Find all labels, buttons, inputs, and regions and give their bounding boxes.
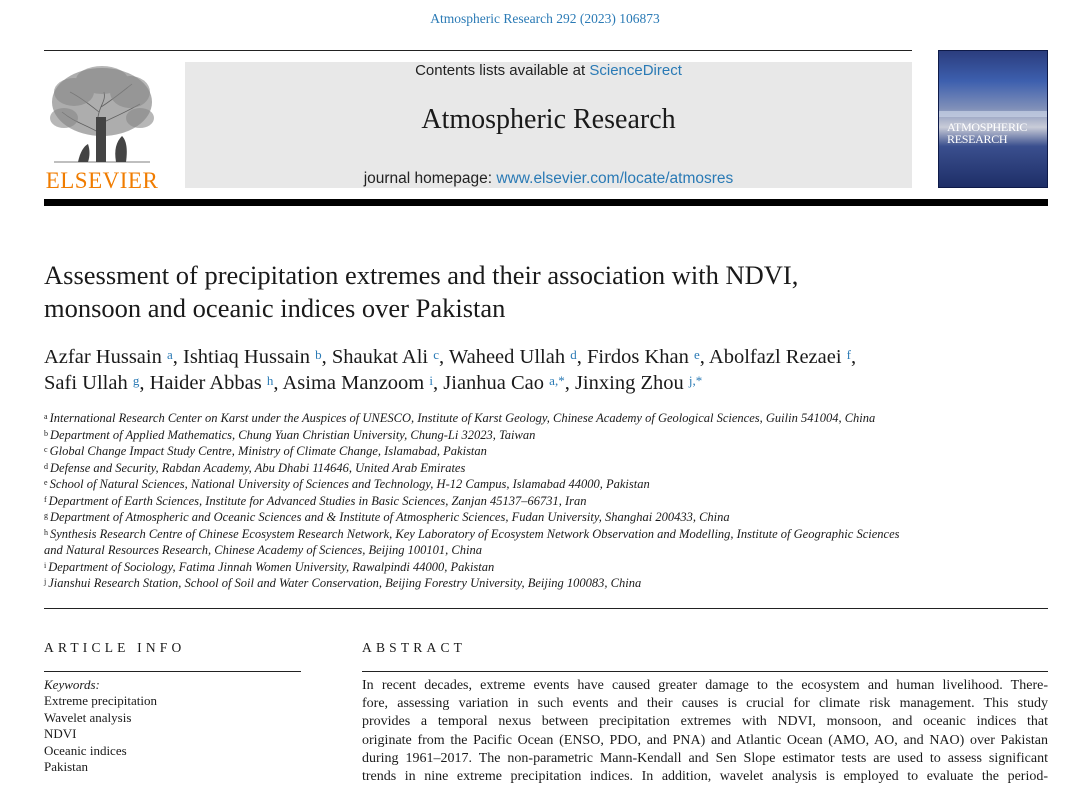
affiliation-text: School of Natural Sciences, National University of Sciences and Technology, H-12 Campus, Islamabad 44000, Pakistan: [49, 477, 650, 491]
keywords-list: [44, 693, 157, 776]
affiliation-item: [44, 493, 944, 510]
abstract-line: trends in nine extreme precipitation indices. In addition, wavelet analysis is employed to evaluate the period-: [362, 769, 1048, 785]
author-affiliation-marker[interactable]: a: [166, 347, 173, 362]
cover-cloud-band: [939, 111, 1048, 117]
affiliation-item: [44, 427, 944, 444]
author-separator: ,: [433, 372, 444, 394]
keyword-item: Wavelet analysis: [44, 709, 132, 725]
author-affiliation-marker[interactable]: j,*: [688, 373, 703, 388]
affiliation-text: Department of Atmospheric and Oceanic Sciences and & Institute of Atmospheric Sciences, Fudan University, Shanghai 200433, China: [50, 510, 730, 524]
affiliation-item: [44, 509, 944, 526]
affiliation-key: i: [44, 560, 47, 570]
abstract-line: originate from the Pacific Ocean (ENSO, PDO, and PNA) and Atlantic Ocean (AMO, AO, and NAO) over Pakistan: [362, 732, 1048, 748]
author-separator: ,: [576, 346, 587, 368]
affiliation-item: [44, 526, 944, 543]
author-name[interactable]: Ishtiaq Hussain: [183, 346, 310, 368]
author-name[interactable]: Shaukat Ali: [331, 346, 429, 368]
contents-prefix: Contents lists available at: [415, 62, 590, 79]
affiliation-key: c: [44, 445, 48, 454]
title-line-2: monsoon and oceanic indices over Pakistan: [44, 293, 506, 323]
author-name[interactable]: Jinxing Zhou: [574, 372, 684, 394]
affiliation-text: Global Change Impact Study Centre, Ministry of Climate Change, Islamabad, Pakistan: [49, 444, 487, 458]
author-affiliation-marker[interactable]: h: [266, 373, 274, 388]
affiliation-item: [44, 460, 944, 477]
affiliation-text: Jianshui Research Station, School of Soil and Water Conservation, Beijing Forestry University, Beijing 100083, China: [48, 576, 642, 590]
affiliation-key: h: [44, 527, 48, 537]
affiliation-text: International Research Center on Karst under the Auspices of UNESCO, Institute of Karst Geology, Chinese Academy of Geological Sciences, Guilin 541004, China: [49, 411, 876, 425]
homepage-link[interactable]: www.elsevier.com/locate/atmosres: [496, 170, 734, 187]
abstract-line: In recent decades, extreme events have caused greater damage to the ecosystem and human livelihood. There-: [362, 678, 1048, 693]
cover-title: [947, 121, 1047, 145]
affiliation-item: [44, 476, 944, 493]
author-name[interactable]: Asima Manzoom: [282, 372, 425, 394]
keyword-item: Extreme precipitation: [44, 693, 157, 708]
affiliation-key: e: [44, 478, 48, 487]
abstract-heading: ABSTRACT: [362, 640, 467, 655]
author-name[interactable]: Abolfazl Rezaei: [708, 346, 842, 368]
affiliation-key: j: [44, 577, 47, 586]
author-affiliation-marker[interactable]: f: [846, 347, 851, 362]
author-name[interactable]: Jianhua Cao: [443, 372, 545, 394]
affiliation-key: a: [44, 412, 48, 421]
author-name[interactable]: Azfar Hussain: [44, 346, 162, 368]
author-separator: ,: [699, 346, 709, 368]
article-title: [44, 259, 1048, 325]
affiliation-text: Defense and Security, Rabdan Academy, Abu Dhabi 114646, United Arab Emirates: [50, 460, 466, 475]
author-affiliation-marker[interactable]: c: [433, 347, 439, 362]
header-thick-rule: [44, 199, 1048, 206]
abstract-body: [362, 677, 1048, 786]
affiliation-item: [44, 410, 944, 427]
keyword-item: Oceanic indices: [44, 742, 127, 758]
author-separator: ,: [321, 346, 332, 368]
author-separator: ,: [439, 346, 449, 368]
author-affiliation-marker[interactable]: a,*: [549, 373, 565, 388]
affiliation-item: [44, 443, 944, 460]
author-affiliation-marker[interactable]: g: [132, 373, 140, 388]
affiliation-text: Department of Sociology, Fatima Jinnah Women University, Rawalpindi 44000, Pakistan: [48, 559, 495, 574]
journal-homepage: [185, 170, 912, 188]
article-info-heading: ARTICLE INFO: [44, 640, 186, 655]
abstract-line: fore, assessing variation in such events and their causes is crucial for climate risk management. This study: [362, 696, 1048, 712]
author-name[interactable]: Safi Ullah: [44, 372, 128, 394]
author-affiliation-marker[interactable]: i: [429, 373, 434, 388]
journal-cover-image[interactable]: [938, 50, 1048, 188]
affiliation-continuation: and Natural Resources Research, Chinese Academy of Sciences, Beijing 100101, China: [44, 543, 482, 557]
author-name[interactable]: Haider Abbas: [149, 372, 262, 394]
journal-citation[interactable]: Atmospheric Research 292 (2023) 106873: [430, 11, 660, 26]
affiliation-text: Synthesis Research Centre of Chinese Ecosystem Research Network, Key Laboratory of Ecosystem Network Observation and Modelling, Institute of Geographic Sciences: [50, 526, 900, 541]
author-affiliation-marker[interactable]: e: [694, 347, 700, 362]
affiliation-item: [44, 559, 944, 576]
author-separator: ,: [851, 346, 857, 368]
contents-availability: [185, 62, 912, 79]
title-line-1: Assessment of precipitation extremes and their association with NDVI,: [44, 260, 799, 290]
abstract-rule: [362, 671, 1048, 672]
keyword-item: NDVI: [44, 726, 77, 741]
keyword-item: Pakistan: [44, 759, 89, 774]
cover-title-line1: ATMOSPHERIC: [947, 120, 1028, 134]
article-info-rule: [44, 671, 301, 672]
author-name[interactable]: Waheed Ullah: [448, 346, 566, 368]
author-list: [44, 344, 1048, 396]
affiliation-key: g: [44, 511, 48, 520]
section-rule: [44, 608, 1048, 609]
journal-name: Atmospheric Research: [421, 104, 676, 135]
elsevier-wordmark[interactable]: ELSEVIER: [45, 168, 159, 193]
author-separator: ,: [564, 372, 575, 394]
author-name[interactable]: Firdos Khan: [586, 346, 689, 368]
author-separator: ,: [172, 346, 183, 368]
author-separator: ,: [273, 372, 283, 394]
author-separator: ,: [139, 372, 150, 394]
abstract-line: provides a temporal nexus between precipitation extremes with NDVI, monsoon, and oceanic indices that: [362, 714, 1048, 730]
keywords-label: Keywords:: [44, 677, 100, 692]
affiliation-key: d: [44, 461, 48, 471]
affiliation-text: Department of Earth Sciences, Institute for Advanced Studies in Basic Sciences, Zanjan 45137–66731, Iran: [48, 493, 587, 508]
author-affiliation-marker[interactable]: d: [570, 347, 577, 362]
cover-title-line2: RESEARCH: [947, 132, 1008, 146]
affiliation-key: f: [44, 494, 47, 504]
affiliation-list: [44, 410, 944, 592]
affiliation-text: Department of Applied Mathematics, Chung Yuan Christian University, Chung-Li 32023, Taiwan: [50, 427, 536, 442]
header-top-rule: [44, 50, 912, 51]
abstract-line: during 1961–2017. The non-parametric Mann-Kendall and Sen Slope estimator tests are used to assess significant: [362, 750, 1048, 766]
homepage-prefix: journal homepage:: [363, 170, 497, 187]
author-affiliation-marker[interactable]: b: [315, 347, 322, 362]
affiliation-key: b: [44, 428, 48, 438]
affiliation-item: [44, 575, 944, 592]
sciencedirect-link[interactable]: ScienceDirect: [589, 62, 682, 79]
